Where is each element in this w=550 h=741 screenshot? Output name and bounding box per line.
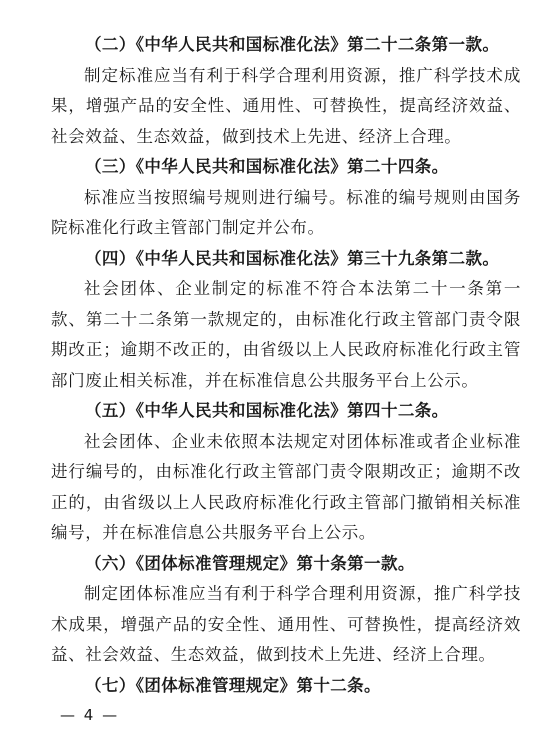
section-heading-4: （四）《中华人民共和国标准化法》第三十九条第二款。 [85,248,500,268]
section-body-2: 制定标准应当有利于科学合理利用资源，推广科学技术成果，增强产品的安全性、通用性、可替换性，提高经济效益、社会效益、生态效益，做到技术上先进、经济上合理。 [51,65,521,146]
section-heading-2: （二）《中华人民共和国标准化法》第二十二条第一款。 [85,35,500,54]
document-body [51,30,521,701]
section-body-3: 标准应当按照编号规则进行编号。标准的编号规则由国务院标准化行政主管部门制定并公布。 [51,187,521,237]
section-body-6: 制定团体标准应当有利于科学合理利用资源，推广科学技术成果，增强产品的安全性、通用性、可替换性，提高经济效益、社会效益、生态效益，做到技术上先进、经济上合理。 [51,584,521,664]
page-number: — 4 — [60,706,120,724]
section-body-4: 社会团体、企业制定的标准不符合本法第二十一条第一款、第二十二条第一款规定的，由标准化行政主管部门责令限期改正；逾期不改正的，由省级以上人民政府标准化行政主管部门废止相关标准，并在标准信息公共服务平台上公示。 [51,279,521,390]
section-body-5: 社会团体、企业未依照本法规定对团体标准或者企业标准进行编号的，由标准化行政主管部门责令限期改正；逾期不改正的，由省级以上人民政府标准化行政主管部门撤销相关标准编号，并在标准信息公共服务平台上公示。 [51,431,521,542]
section-heading-5: （五）《中华人民共和国标准化法》第四十二条。 [85,401,449,420]
section-heading-7: （七）《团体标准管理规定》第十二条。 [85,675,381,695]
section-heading-3: （三）《中华人民共和国标准化法》第二十四条。 [85,157,449,176]
section-heading-6: （六）《团体标准管理规定》第十条第一款。 [85,553,415,573]
